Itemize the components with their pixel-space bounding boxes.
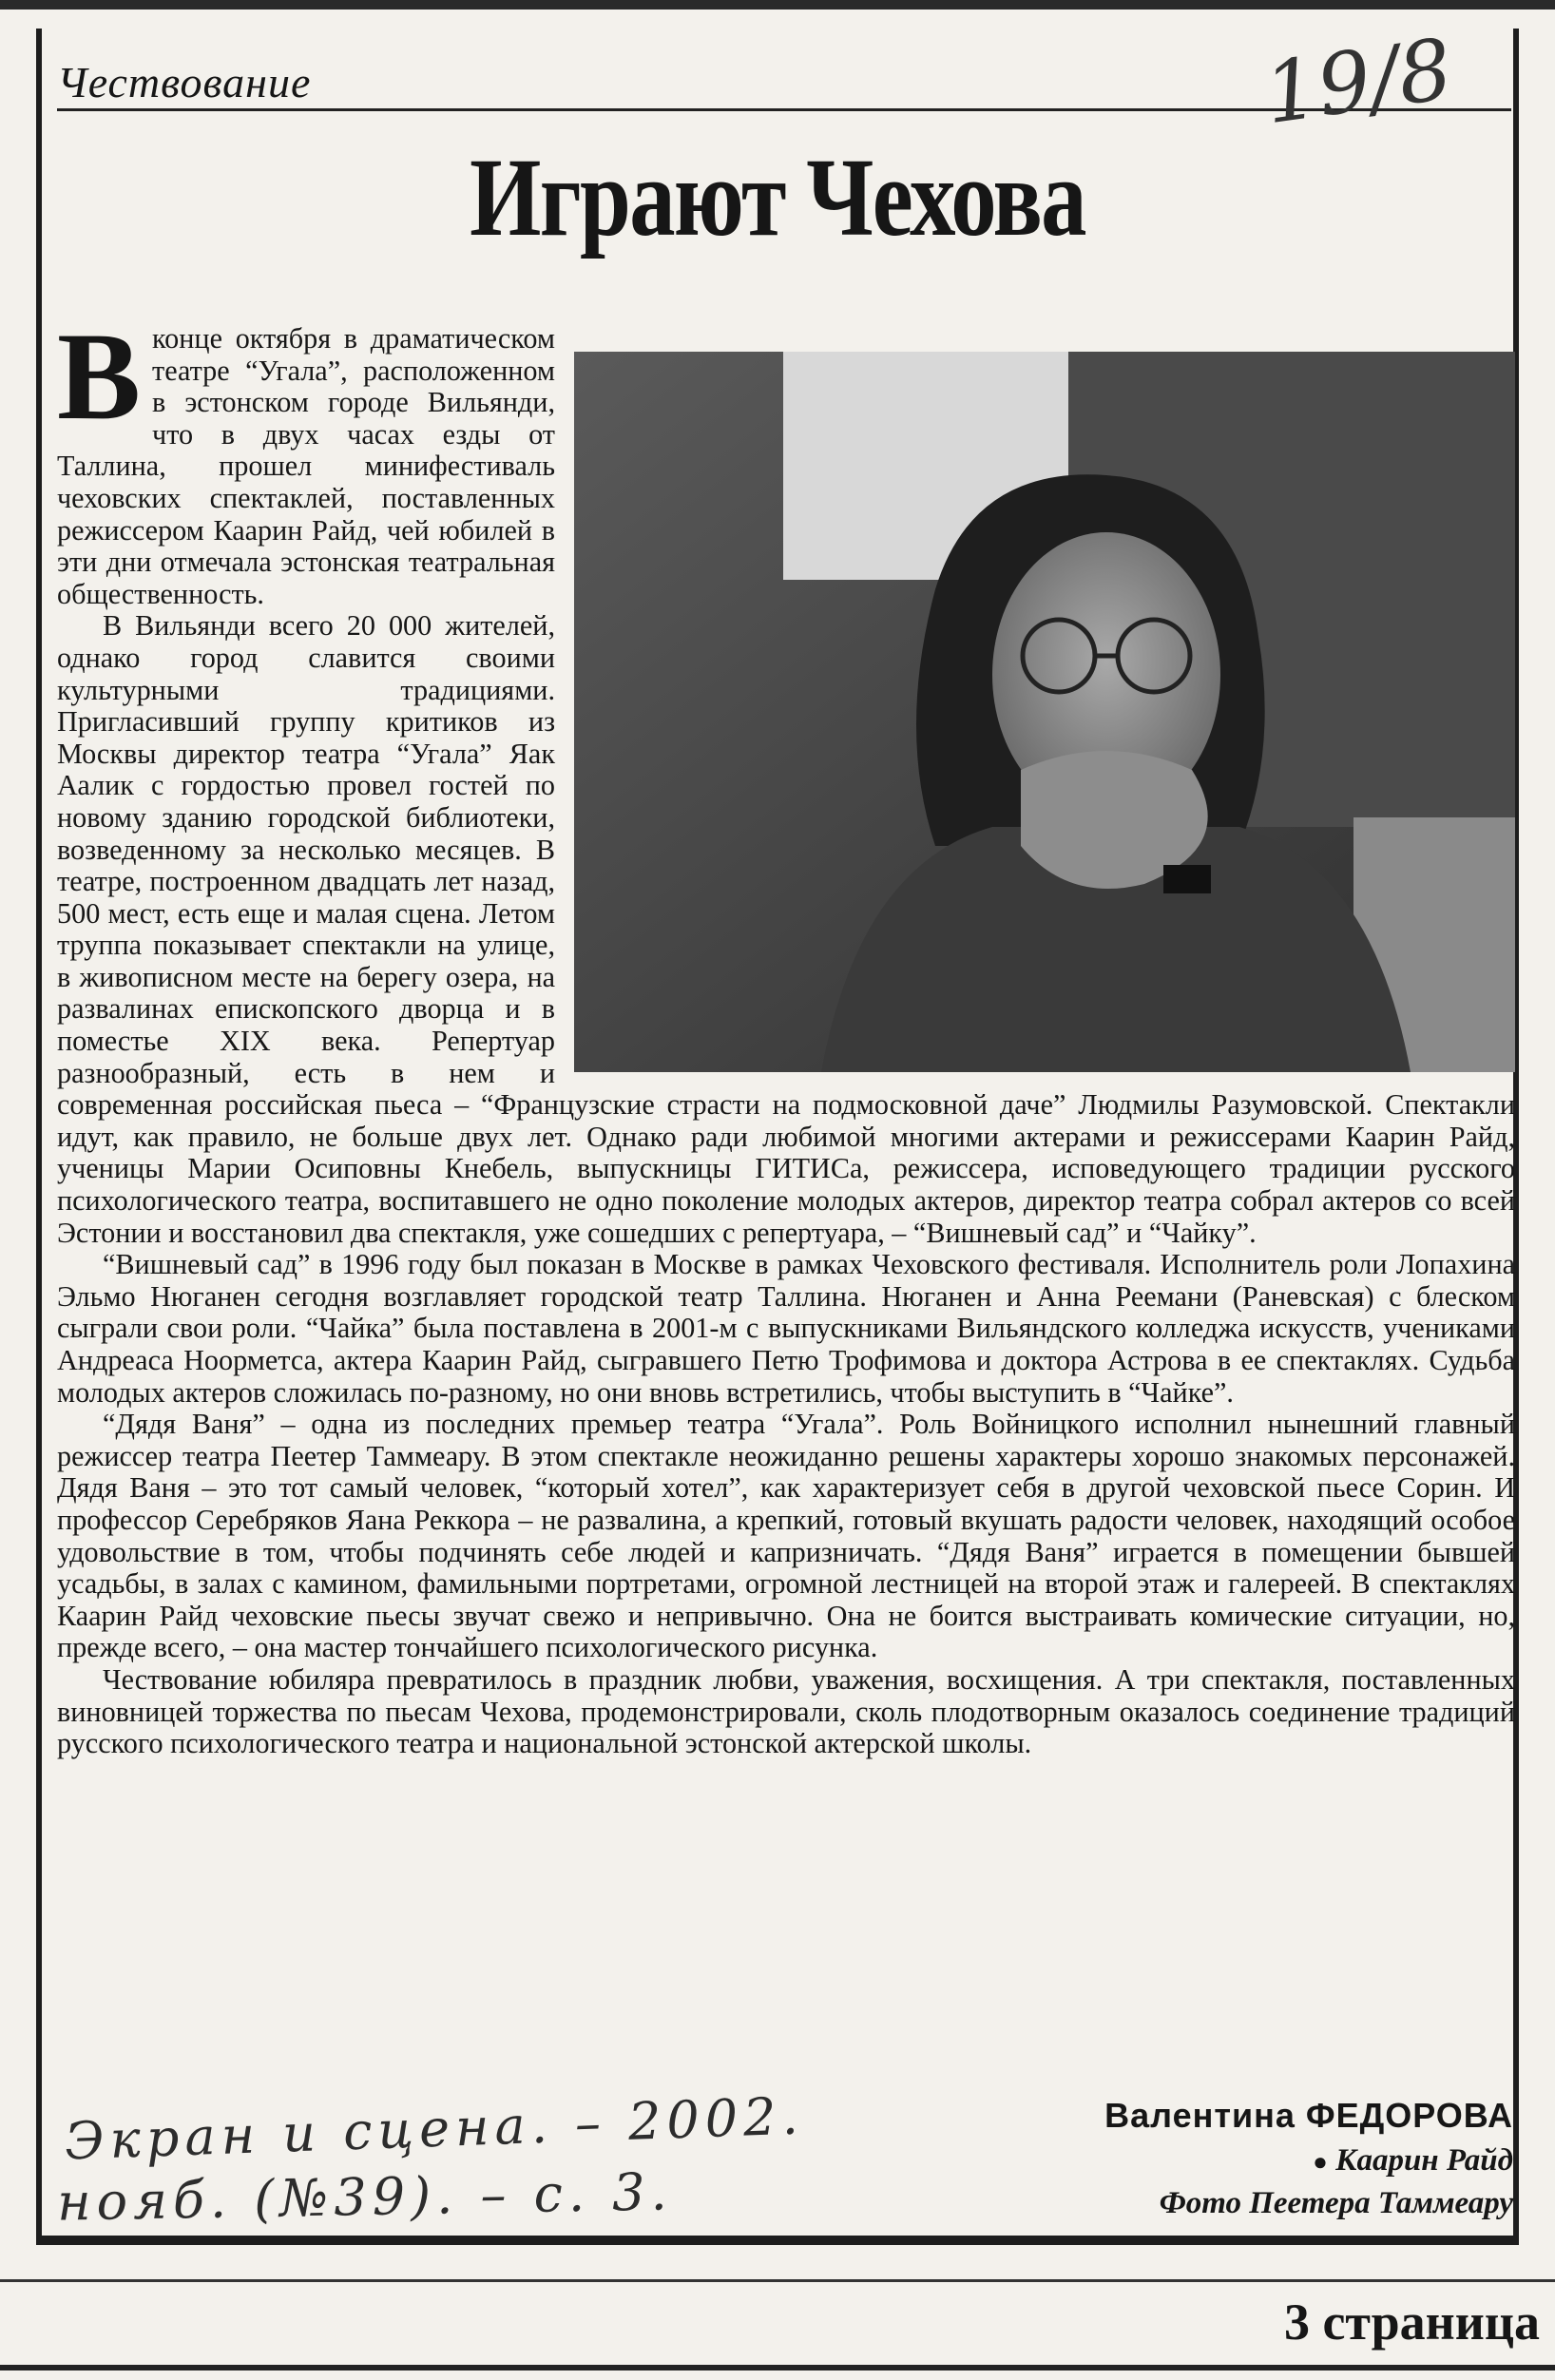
handwritten-number: 19/8 (1257, 19, 1458, 144)
byline (1046, 2096, 1513, 2221)
frame-left-border (36, 29, 42, 2243)
paragraph-1-text: конце октября в драматическом театре “Угала”, расположенном в эстонском городе Вильянди, что в двух часах езды от Таллина, прошел минифестиваль чеховских спектаклей, поставленных режиссером Каарин Райд, чей юбилей в эти дни отмечала эстонская театральная общественность. (57, 322, 555, 610)
paragraph-3: “Вишневый сад” в 1996 году был показан в Москве в рамках Чеховского фестиваля. Исполнитель роли Лопахина Эльмо Нюганен сегодня возглавляет городской театр Таллина. Нюганен и Анна Реемани (Раневская) с блеском сыграли свои роли. “Чайка” была поставлена в 2001-м с выпускниками Вильяндского колледжа искусств, учениками Андреаса Ноорметса, актера Каарин Райд, сыгравшего Петю Трофимова и доктора Астрова в ее спектаклях. Судьба молодых актеров сложилась по-разному, но они вновь встретились, чтобы выступить в “Чайке”. (57, 1248, 1515, 1409)
rubric: Чествование (57, 58, 312, 106)
article-body (57, 306, 1515, 1760)
paragraph-4: “Дядя Ваня” – одна из последних премьер театра “Угала”. Роль Войницкого исполнил нынешний главный режиссер театра Пеетер Таммеару. В этом спектакле неожиданно решены характеры хорошо знакомых персонажей. Дядя Ваня – это тот самый человек, “который хотел”, как характеризует себя в другой чеховской пьесе Сорин. И профессор Серебряков Яана Реккора – не развалина, а крепкий, готовый вкушать радости человек, находящий особое удовольствие в том, чтобы подчинять себе людей и капризничать. “Дядя Ваня” играется в помещении бывшей усадьбы, в залах с камином, фамильными портретами, огромной лестницей на второй этаж и галереей. В спектаклях Каарин Райд чеховские пьесы звучат свежо и непривычно. Она не боится выстраивать комические ситуации, но, прежде всего, – она мастер тончайшего психологического рисунка. (57, 1408, 1515, 1664)
headline: Играют Чехова (470, 135, 1085, 259)
photo-caption-text: Каарин Райд (1335, 2143, 1513, 2178)
handwritten-note-line-2: нояб. (№39). – с. 3. (56, 2161, 674, 2233)
portrait-photo (574, 352, 1515, 1072)
photo-caption (1046, 2143, 1513, 2178)
top-rule (0, 0, 1555, 10)
page-footer-rule-top (0, 2279, 1555, 2282)
paragraph-2: В Вильянди всего 20 000 жителей, однако город славится своими культурными традициями. Пригласивший группу критиков из Москвы директор театра “Угала” Яак Аалик с гордостью провел гостей по новому зданию городской библиотеки, возведенному за несколько месяцев. В театре, построенном двадцать лет назад, 500 мест, есть еще и малая сцена. Летом труппа показывает спектакли на улице, в живописном месте на берегу озера, на развалинах епископского дворца и в поместье XIX века. Репертуар разнообразный, есть в нем и современная российская пьеса – “Французские страсти на подмосковной даче” Людмилы Разумовской. Спектакли идут, как правило, не больше двух лет. Однако ради любимой многими актерами и режиссерами Каарин Райд, ученицы Марии Осиповны Кнебель, выпускницы ГИТИСа, режиссера, исповедующего традиции русского психологического театра, воспитавшего не одно поколение молодых актеров, директор театра собрал актеров со всей Эстонии и восстановил два спектакля, уже сошедших с репертуара, – “Вишневый сад” и “Чайку”. (57, 609, 1515, 1249)
handwritten-note-line-1: Экран и сцена. – 2002. (64, 2085, 805, 2172)
portrait-photo-image (574, 352, 1515, 1072)
bullet-icon: ● (1313, 2148, 1328, 2176)
frame-bottom-border (36, 2236, 1519, 2245)
author-name: Валентина ФЕДОРОВА (1104, 2096, 1513, 2135)
page-footer-rule-bottom (0, 2365, 1555, 2370)
drop-cap: В (57, 306, 142, 446)
page-number: 3 страница (1283, 2294, 1540, 2351)
paragraph-5: Чествование юбиляра превратилось в праздник любви, уважения, восхищения. А три спектакля, поставленных виновницей торжества по пьесам Чехова, продемонстрировали, сколь плодотворным оказалось соединение традиций русского психологического театра и национальной эстонской актерской школы. (57, 1662, 1515, 1760)
photo-credit: Фото Пеетера Таммеару (1159, 2186, 1513, 2220)
